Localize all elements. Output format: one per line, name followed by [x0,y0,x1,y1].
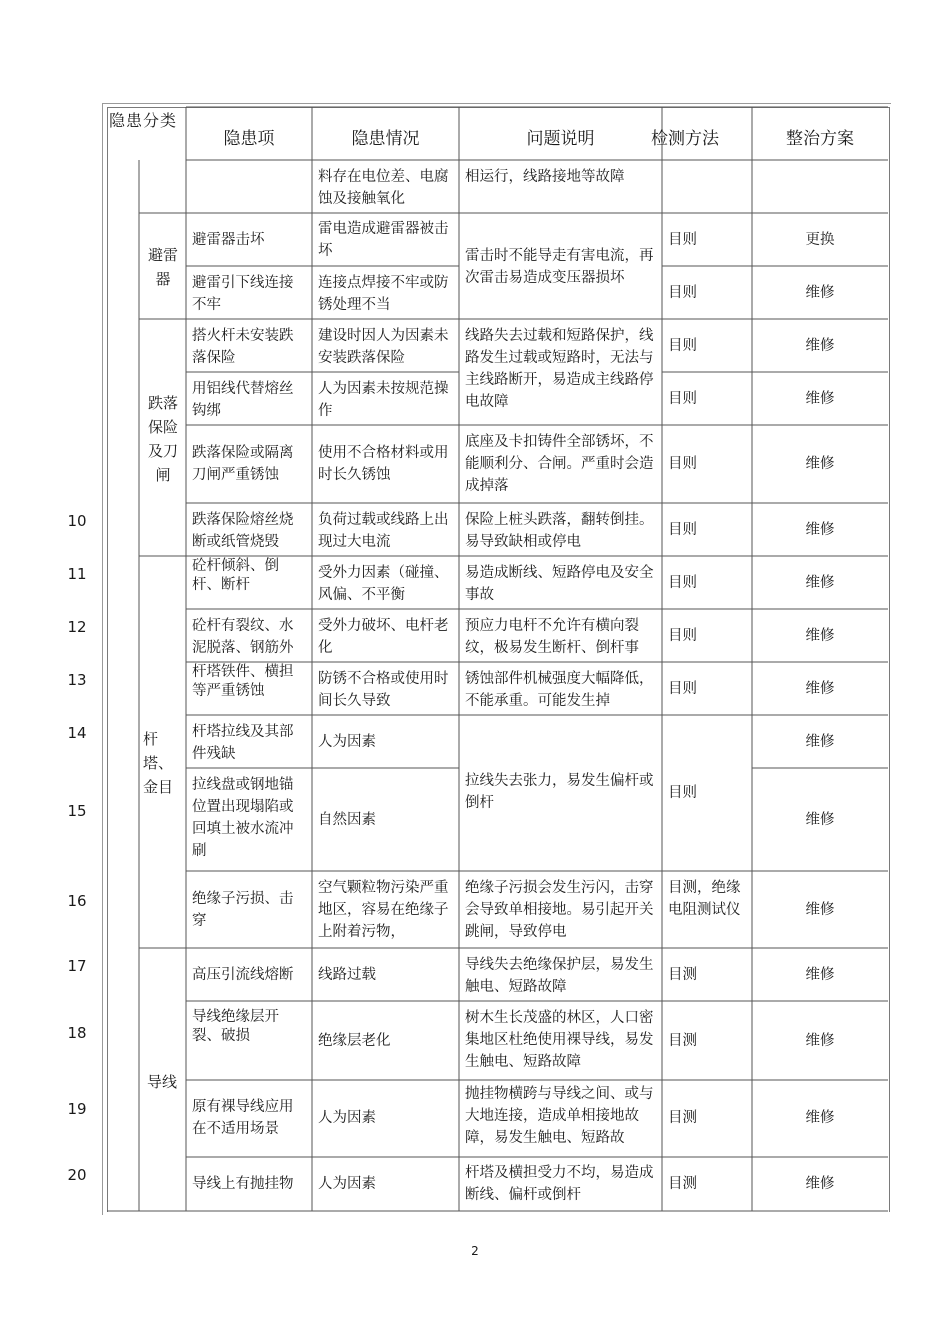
cell-plan: 维修 [805,456,835,472]
header-plan: 整治方案 [786,129,854,149]
cell-situation: 使用不合格材料或用时长久锈蚀 [318,445,449,483]
cell-plan: 维修 [805,522,835,538]
cell-situation: 雷电造成避雷器被击坏 [318,221,449,259]
cell-item: 拉线盘或钢地锚位置出现塌陷或回填土被水流冲刷 [192,777,294,859]
cell-explanation: 线路失去过载和短路保护，线路发生过载或短路时，无法与主线路断开，易造成主线路停电故障 [465,328,654,410]
cell-situation: 建设时因人为因素未安装跌落保险 [318,328,449,366]
cell-item: 避雷器击坏 [192,232,265,248]
cell-plan: 维修 [805,812,835,828]
category-pole-fittings: 杆塔、金目 [143,730,174,796]
cell-method: 目则 [668,575,697,591]
cell-explanation: 导线失去绝缘保护层，易发生触电、短路故障 [465,957,654,995]
cell-method: 目测 [668,1033,697,1049]
category-lightning-arrester: 避雷器 [147,246,178,288]
row-number: 12 [67,618,87,636]
cell-explanation: 杆塔及横担受力不均，易造成断线、偏杆或倒杆 [465,1165,654,1203]
cell-situation: 人为因素 [318,734,376,750]
cell-item: 高压引流线熔断 [192,967,294,983]
cell-method: 目测 [668,967,697,983]
cell-explanation: 拉线失去张力，易发生偏杆或倒杆 [465,773,654,811]
category-header: 隐患分类 [109,111,178,130]
category-fuse-switch: 跌落保险及刀闸 [147,394,178,484]
cell-item: 用铝线代替熔丝钩绑 [192,381,294,419]
cell-plan: 维修 [805,285,835,301]
row-number: 14 [67,724,87,742]
cell-plan: 维修 [805,628,835,644]
cell-method: 目则 [668,522,697,538]
cell-item: 跌落保险熔丝烧断或纸管烧毁 [192,512,294,550]
cell-plan: 维修 [805,902,835,918]
header-method: 检测方法 [651,129,719,149]
cell-item: 导线上有抛挂物 [192,1176,294,1192]
cell-plan: 维修 [805,338,835,354]
cell-method: 目测 [668,1176,697,1192]
cell-plan: 更换 [805,232,835,248]
cell-method: 目测 [668,1110,697,1126]
cell-situation: 防锈不合格或使用时间长久导致 [318,671,449,709]
cell-situation: 连接点焊接不牢或防锈处理不当 [318,275,449,313]
page-number: 2 [471,1244,479,1258]
row-number: 11 [67,565,87,583]
header-explanation: 问题说明 [526,129,595,149]
row-number: 13 [67,671,87,689]
cell-item: 跌落保险或隔离刀闸严重锈蚀 [192,445,294,483]
cell-item: 避雷引下线连接不牢 [192,275,294,313]
cell-explanation: 雷击时不能导走有害电流，再次雷击易造成变压器损坏 [465,248,654,286]
cell-item: 原有裸导线应用在不适用场景 [192,1099,294,1137]
cell-plan: 维修 [805,1110,835,1126]
cell-method: 目则 [668,285,697,301]
row-number: 17 [67,957,87,975]
cell-situation: 人为因素 [318,1110,376,1126]
cell-explanation: 绝缘子污损会发生污闪，击穿会导致单相接地。易引起开关跳闸，导致停电 [465,880,654,940]
cell-situation: 绝缘层老化 [318,1033,391,1049]
row-number: 20 [67,1166,87,1184]
cell-situation: 受外力破坏、电杆老化 [318,618,449,656]
cell-method: 目则 [668,338,697,354]
cell-item: 砼杆倾斜、倒杆、断杆 [192,558,279,593]
cell-plan: 维修 [805,575,835,591]
cell-explanation: 树木生长茂盛的林区，人口密集地区杜绝使用裸导线，易发生触电、短路故障 [465,1010,654,1070]
category-wire: 导线 [146,1073,177,1091]
row-number: 10 [67,512,87,530]
cell-situation: 自然因素 [318,812,376,828]
cell-situation: 负荷过载或线路上出现过大电流 [318,512,449,550]
cell-plan: 维修 [805,1176,835,1192]
cell-situation: 人为因素未按规范操作 [318,381,449,419]
cell-method: 目则 [668,785,697,801]
cell-plan: 维修 [805,391,835,407]
cell-situation: 线路过载 [318,967,376,983]
cell-explanation: 抛挂物横跨与导线之间、或与大地连接，造成单相接地故障，易发生触电、短路故 [465,1086,654,1146]
cell-plan: 维修 [805,681,835,697]
cell-plan: 维修 [805,734,835,750]
cell-item: 杆塔铁件、横担等严重锈蚀 [192,664,294,699]
cell-situation: 受外力因素（碰撞、风偏、不平衡 [318,565,449,603]
cell-plan: 维修 [805,967,835,983]
cell-item: 导线绝缘层开裂、破损 [192,1009,279,1044]
cell-explanation: 相运行，线路接地等故障 [465,169,625,185]
cell-method: 目则 [668,456,697,472]
cell-situation: 料存在电位差、电腐蚀及接触氧化 [318,169,449,207]
cell-item: 杆塔拉线及其部件残缺 [192,724,294,762]
cell-method: 目则 [668,628,697,644]
cell-explanation: 预应力电杆不允许有横向裂纹，极易发生断杆、倒杆事 [465,618,639,656]
header-item: 隐患项 [223,129,275,149]
cell-method: 目则 [668,232,697,248]
cell-explanation: 保险上桩头跌落，翻转倒挂。易导致缺相或停电 [465,512,654,550]
row-number: 18 [67,1024,87,1042]
cell-item: 搭火杆未安装跌落保险 [192,328,294,366]
cell-item: 绝缘子污损、击穿 [192,891,294,929]
header-situation: 隐患情况 [351,129,420,149]
cell-plan: 维修 [805,1033,835,1049]
cell-method: 目则 [668,681,697,697]
cell-method: 目测，绝缘电阻测试仪 [668,880,741,918]
cell-situation: 空气颗粒物污染严重地区，容易在绝缘子上附着污物， [318,880,449,940]
row-number: 19 [67,1100,87,1118]
cell-explanation: 底座及卡扣铸件全部锈坏，不能顺利分、合闸。严重时会造成掉落 [465,434,654,494]
cell-explanation: 易造成断线、短路停电及安全事故 [465,565,654,603]
row-number: 16 [67,892,87,910]
cell-item: 砼杆有裂纹、水泥脱落、钢筋外 [192,618,294,656]
cell-situation: 人为因素 [318,1176,376,1192]
cell-explanation: 锈蚀部件机械强度大幅降低，不能承重。可能发生掉 [465,671,654,709]
cell-method: 目则 [668,391,697,407]
row-number: 15 [67,802,87,820]
